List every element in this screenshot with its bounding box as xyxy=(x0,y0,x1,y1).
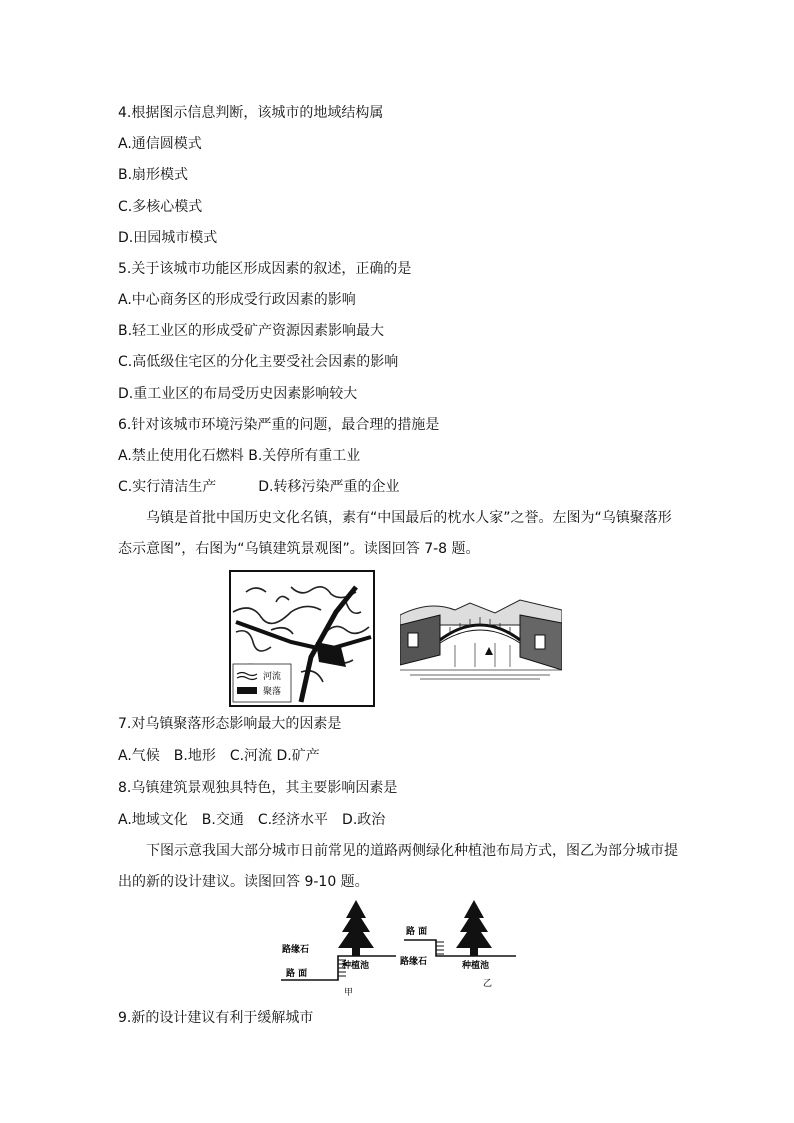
planting-pool-drawing xyxy=(276,896,516,1000)
figure-label-jia: 甲 xyxy=(344,988,354,998)
q8-options: A.地域文化 B.交通 C.经济水平 D.政治 xyxy=(118,812,386,828)
q5-option-d: D.重工业区的布局受历史因素影响较大 xyxy=(118,386,358,402)
q6-options-ab: A.禁止使用化石燃料 B.关停所有重工业 xyxy=(118,448,361,464)
q4-option-b: B.扇形模式 xyxy=(118,167,189,183)
road-label-b: 路 面 xyxy=(406,927,428,937)
q7-options: A.气候 B.地形 C.河流 D.矿产 xyxy=(118,748,320,764)
legend-settlement-label: 聚落 xyxy=(263,687,282,697)
settlement-map xyxy=(229,570,375,707)
passage-wuzhen: 乌镇是首批中国历史文化名镇，素有“中国最后的枕水人家”之誉。左图为“乌镇聚落形态示意图”，右图为“乌镇建筑景观图”。读图回答 7-8 题。 xyxy=(118,510,672,557)
curb-label-b: 路缘石 xyxy=(400,957,428,967)
settlement-map-drawing xyxy=(231,572,373,705)
q6-stem: 6.针对该城市环境污染严重的问题，最合理的措施是 xyxy=(118,417,440,433)
q9-stem: 9.新的设计建议有利于缓解城市 xyxy=(118,1010,314,1026)
q5-option-b: B.轻工业区的形成受矿产资源因素影响最大 xyxy=(118,323,385,339)
q7-stem: 7.对乌镇聚落形态影响最大的因素是 xyxy=(118,716,342,732)
q4-option-c: C.多核心模式 xyxy=(118,199,203,215)
wuzhen-sketch xyxy=(400,585,562,683)
figure-label-yi: 乙 xyxy=(483,979,493,989)
q8-stem: 8.乌镇建筑景观独具特色，其主要影响因素是 xyxy=(118,780,398,796)
road-label-a: 路 面 xyxy=(286,969,308,979)
legend-river-label: 河流 xyxy=(263,672,282,682)
curb-label-a: 路缘石 xyxy=(282,945,310,955)
q4-option-a: A.通信圆模式 xyxy=(118,136,202,152)
passage-planting-pool: 下图示意我国大部分城市日前常见的道路两侧绿化种植池布局方式，图乙为部分城市提出的新的设计建议。读图回答 9-10 题。 xyxy=(118,843,678,890)
map-legend xyxy=(233,664,291,702)
q5-option-c: C.高低级住宅区的分化主要受社会因素的影响 xyxy=(118,354,399,370)
tree-b-icon xyxy=(456,900,492,956)
tree-a-icon xyxy=(338,900,374,956)
q4-stem: 4.根据图示信息判断，该城市的地域结构属 xyxy=(118,105,384,121)
q6-options-cd: C.实行清洁生产 D.转移污染严重的企业 xyxy=(118,479,400,495)
wuzhen-architecture-image xyxy=(400,585,562,683)
q4-option-d: D.田园城市模式 xyxy=(118,230,218,246)
planting-pool-diagram xyxy=(276,896,516,1000)
q5-option-a: A.中心商务区的形成受行政因素的影响 xyxy=(118,292,356,308)
pool-label-a: 种植池 xyxy=(342,961,370,971)
pool-label-b: 种植池 xyxy=(462,961,490,971)
q5-stem: 5.关于该城市功能区形成因素的叙述，正确的是 xyxy=(118,261,412,277)
